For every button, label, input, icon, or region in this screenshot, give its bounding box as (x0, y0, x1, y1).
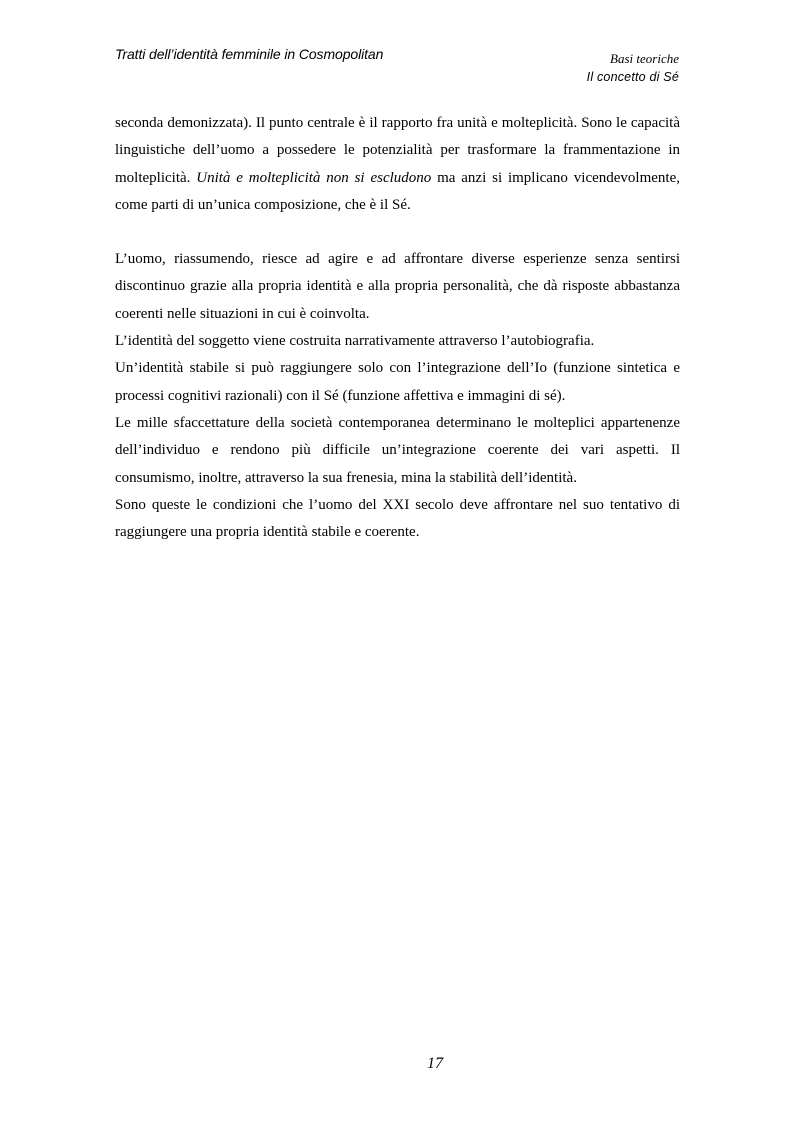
paragraph-society: Le mille sfaccettature della società contemporanea determinano le molteplici appartenenze dell’individuo e rendono più difficile un’integrazione coerente dei vari aspetti. Il consumismo, inoltre, attraverso la sua frenesia, mina la stabilità dell’identità. (115, 414, 680, 486)
paragraph-text: seconda demonizzata). Il punto centrale è il rapporto fra unità e molteplicità. Sono le capacità linguistiche dell’uomo a possedere le potenzialità per trasformare la frammentazione in molteplicità. (115, 115, 680, 186)
section-heading (587, 50, 679, 86)
paragraph-text: ma anzi si implicano vicendevolmente, come parti di un’unica composizione, che è il Sé. (115, 169, 680, 213)
emphasized-phrase: Unità e molteplicità non si escludono (196, 169, 432, 186)
page-number: 17 (427, 1055, 443, 1072)
subsection-title: Il concetto di Sé (586, 70, 679, 84)
paragraph-stable-identity: Un’identità stabile si può raggiungere solo con l’integrazione dell’Io (funzione sintetica e processi cognitivi razionali) con il Sé (funzione affettiva e immagini di sé). (115, 360, 680, 404)
section-title: Basi teoriche (610, 51, 679, 66)
paragraph-unity-multiplicity (115, 110, 680, 219)
running-title: Tratti dell’identità femminile in Cosmopolitan (115, 46, 384, 62)
body-text (115, 110, 680, 546)
paragraph-autobiography: L’identità del soggetto viene costruita narrativamente attraverso l’autobiografia. (115, 333, 595, 350)
paragraph-summary: L’uomo, riassumendo, riesce ad agire e ad affrontare diverse esperienze senza sentirsi discontinuo grazie alla propria identità e alla propria personalità, che dà risposte abbastanza coerenti nelle situazioni in cui è coinvolta. (115, 251, 680, 322)
paragraph-conclusion: Sono queste le condizioni che l’uomo del XXI secolo deve affrontare nel suo tentativo di raggiungere una propria identità stabile e coerente. (115, 496, 680, 541)
